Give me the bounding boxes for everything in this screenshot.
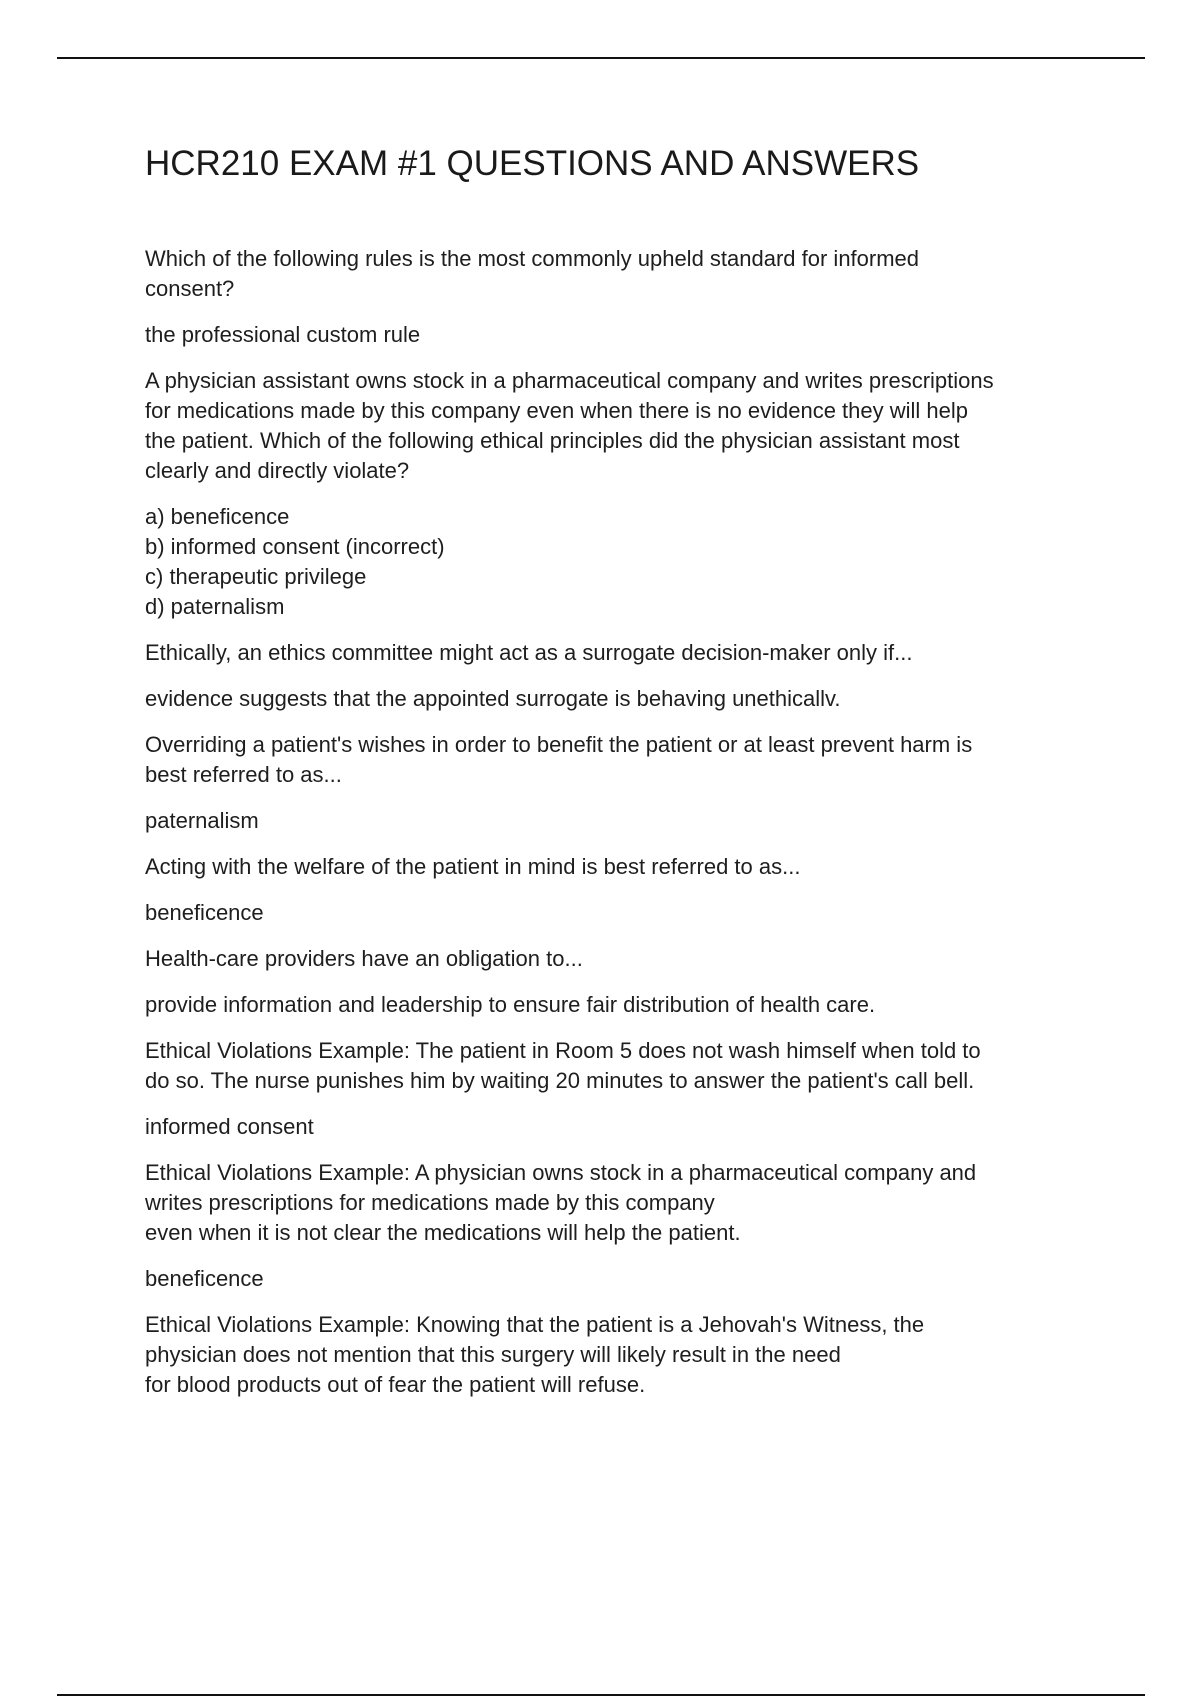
text-line: do so. The nurse punishes him by waiting 20 minutes to answer the patient's call bell. [145,1068,975,1093]
text-line: b) informed consent (incorrect) [145,534,445,559]
text-line: paternalism [145,808,259,833]
text-line: informed consent [145,1114,314,1139]
text-line: Ethical Violations Example: A physician owns stock in a pharmaceutical company and [145,1160,977,1185]
text-line: for medications made by this company even when there is no evidence they will help [145,398,969,423]
text-line: a) beneficence [145,504,290,529]
text-line: Acting with the welfare of the patient in mind is best referred to as... [145,854,801,879]
answer-2 [145,502,1105,622]
text-line: best referred to as... [145,762,342,787]
text-line: consent? [145,276,235,301]
text-line: Health-care providers have an obligation to... [145,946,583,971]
text-line: the patient. Which of the following ethical principles did the physician assistant most [145,428,960,453]
answer-3 [145,684,1105,714]
text-line: for blood products out of fear the patient will refuse. [145,1372,646,1397]
text-line: beneficence [145,900,264,925]
question-9 [145,1310,1105,1400]
qa-list [145,244,1105,1400]
text-line: the professional custom rule [145,322,421,347]
question-7 [145,1036,1105,1096]
text-line: clearly and directly violate? [145,458,410,483]
question-8 [145,1158,1105,1248]
bottom-rule [57,1694,1145,1696]
top-rule [57,57,1145,59]
text-line: Ethical Violations Example: Knowing that the patient is a Jehovah's Witness, the [145,1312,925,1337]
text-line: even when it is not clear the medications will help the patient. [145,1220,741,1245]
answer-6 [145,990,1105,1020]
text-line: evidence suggests that the appointed surrogate is behaving unethicallv. [145,686,841,711]
text-line: writes prescriptions for medications made by this company [145,1190,715,1215]
text-line: beneficence [145,1266,264,1291]
question-4 [145,730,1105,790]
text-line: Ethically, an ethics committee might act as a surrogate decision-maker only if... [145,640,913,665]
question-5 [145,852,1105,882]
answer-8 [145,1264,1105,1294]
text-line: A physician assistant owns stock in a pharmaceutical company and writes prescriptions [145,368,994,393]
question-1 [145,244,1105,304]
text-line: d) paternalism [145,594,285,619]
answer-5 [145,898,1105,928]
text-line: physician does not mention that this surgery will likely result in the need [145,1342,841,1367]
answer-1 [145,320,1105,350]
text-line: provide information and leadership to ensure fair distribution of health care. [145,992,876,1017]
question-3 [145,638,1105,668]
answer-7 [145,1112,1105,1142]
answer-4 [145,806,1105,836]
text-line: Overriding a patient's wishes in order to benefit the patient or at least prevent harm is [145,732,973,757]
text-line: c) therapeutic privilege [145,564,367,589]
question-6 [145,944,1105,974]
page-title: HCR210 EXAM #1 QUESTIONS AND ANSWERS [145,144,920,183]
text-line: Which of the following rules is the most commonly upheld standard for informed [145,246,920,271]
question-2 [145,366,1105,486]
document-body [145,140,1105,1416]
text-line: Ethical Violations Example: The patient in Room 5 does not wash himself when told to [145,1038,981,1063]
